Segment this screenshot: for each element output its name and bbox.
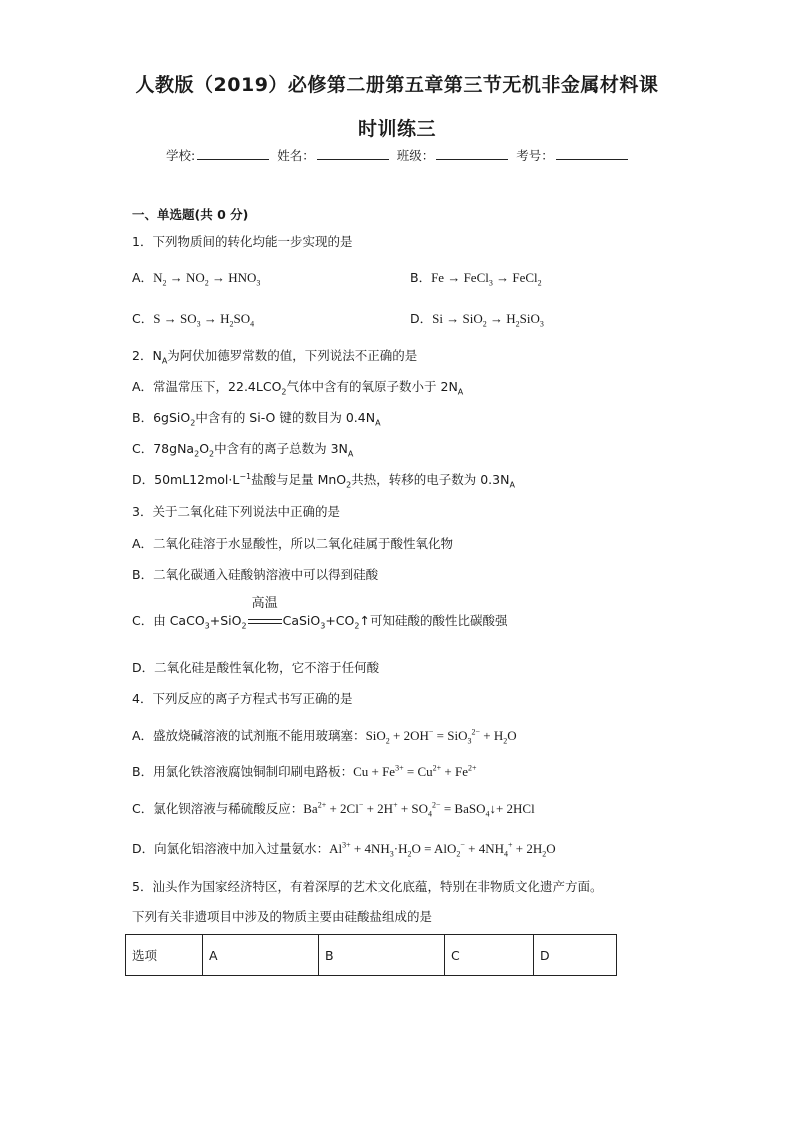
- table-cell-b: B: [319, 935, 445, 976]
- q1-option-b[interactable]: B．Fe → FeCl$_3$ → FeCl$_2$: [410, 270, 542, 288]
- class-blank[interactable]: [436, 147, 508, 160]
- options-table: [125, 934, 617, 976]
- q2-option-b[interactable]: B．6gSiO$_2$中含有的 Si-O 键的数目为 $0.4N_A$: [132, 410, 381, 428]
- question-4-stem: 4．下列反应的离子方程式书写正确的是: [132, 691, 353, 706]
- q4-option-a[interactable]: A．盛放烧碱溶液的试剂瓶不能用玻璃塞：$SiO_2 + 2OH^- = SiO_3^{2-} + H_2O$: [132, 727, 517, 746]
- q2-option-c[interactable]: C．$78gNa_2O_2$中含有的离子总数为 $3N_A$: [132, 441, 354, 459]
- table-cell-d: D: [534, 935, 617, 976]
- q3-option-a[interactable]: A．二氧化硅溶于水显酸性，所以二氧化硅属于酸性氧化物: [132, 536, 454, 551]
- q3-option-c[interactable]: C．由 CaCO$_3$+SiO$_2$ 高温 $CaSiO_3+CO_2↑$可知硅酸的酸性比碳酸强: [132, 596, 508, 631]
- q1-option-a[interactable]: A．$N_2 \to NO_2 \to HNO_3$: [132, 270, 261, 288]
- document-title-line1: 人教版（2019）必修第二册第五章第三节无机非金属材料课: [135, 74, 659, 96]
- section-heading: 一、单选题(共 0 分): [132, 207, 249, 222]
- school-label: 学校:: [166, 148, 196, 163]
- q2-option-d[interactable]: D．$50mL12mol\cdot L^{-1}$盐酸与足量 MnO$_2$共热，转移的电子数为 $0.3N_A$: [132, 471, 515, 490]
- table-cell-a: A: [203, 935, 319, 976]
- student-info-row: [166, 146, 632, 164]
- name-label: 姓名：: [277, 148, 315, 163]
- school-blank[interactable]: [197, 147, 269, 160]
- q4-option-c[interactable]: C．氯化钡溶液与稀硫酸反应：$Ba^{2+} + 2Cl^- + 2H^+ + SO_4^{2-}$ = BaSO$_4$↓+ 2HCl: [132, 800, 535, 819]
- table-row: [126, 935, 617, 976]
- q2-option-a[interactable]: A．常温常压下，$22.4LCO_2$气体中含有的氧原子数小于 $2N_A$: [132, 379, 464, 397]
- table-cell-c: C: [445, 935, 534, 976]
- name-blank[interactable]: [317, 147, 389, 160]
- class-label: 班级：: [396, 148, 435, 163]
- q4-option-b[interactable]: B．用氯化铁溶液腐蚀铜制印刷电路板：$Cu + Fe^{3+} = Cu^{2+} + Fe^{2+}$: [132, 763, 477, 779]
- q3-option-b[interactable]: B．二氧化碳通入硅酸钠溶液中可以得到硅酸: [132, 567, 379, 582]
- q3-option-d[interactable]: D．二氧化硅是酸性氧化物，它不溶于任何酸: [132, 660, 380, 675]
- exam-no-blank[interactable]: [556, 147, 628, 160]
- q4-option-d[interactable]: D．向氯化铝溶液中加入过量氨水：$Al^{3+} + 4NH_3\cdot H_2O = AlO_2^- + 4NH_4^+ + 2H_2O$: [132, 840, 556, 859]
- q1-option-d[interactable]: D．$Si \to SiO_2 \to H_2SiO_3$: [410, 311, 544, 329]
- table-cell-header: 选项: [126, 935, 203, 976]
- question-5-stem-line2: 下列有关非遗项目中涉及的物质主要由硅酸盐组成的是: [132, 909, 433, 924]
- question-5-stem-line1: 5．汕头作为国家经济特区，有着深厚的艺术文化底蕴，特别在非物质文化遗产方面。: [132, 879, 603, 894]
- document-title-line2: 时训练三: [357, 118, 436, 140]
- q1-option-c[interactable]: C．$S \to SO_3 \to H_2SO_4$: [132, 311, 255, 329]
- reaction-condition: 高温: [247, 612, 283, 630]
- question-1-stem: 1．下列物质间的转化均能一步实现的是: [132, 234, 353, 249]
- exam-no-label: 考号：: [516, 148, 554, 163]
- question-3-stem: 3．关于二氧化硅下列说法中正确的是: [132, 504, 340, 519]
- question-2-stem: 2．$N_A$为阿伏加德罗常数的值，下列说法不正确的是: [132, 348, 418, 366]
